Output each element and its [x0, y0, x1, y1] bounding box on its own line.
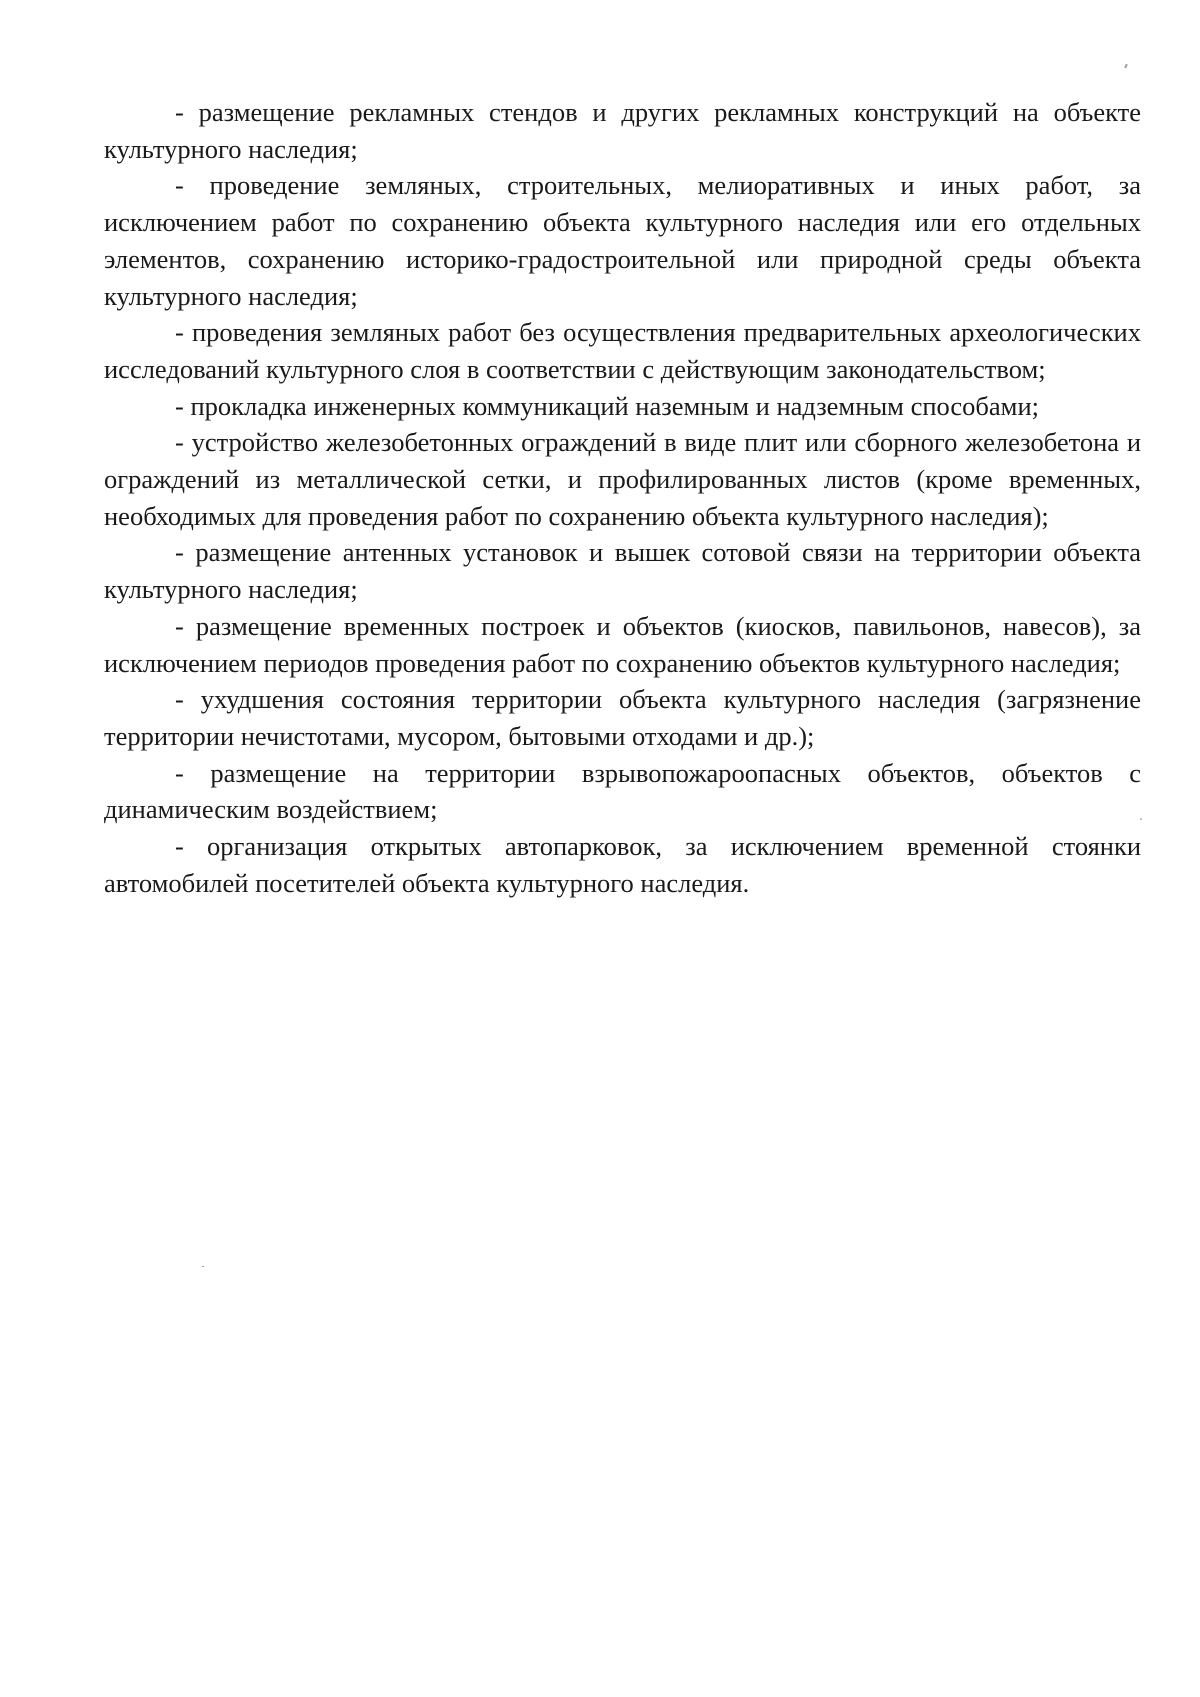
paragraph-concrete-fences: - устройство железобетонных ограждений в виде плит или сборного железобетона и ограждений из металлической сетки, и профилированных листов (кроме временных, необходимых для проведения работ по сохранению объекта культурного наследия); — [104, 427, 1141, 531]
paragraph-advertising-stands: - размещение рекламных стендов и других рекламных конструкций на объекте культурного наследия; — [104, 97, 1141, 164]
paragraph-earthworks-archaeology: - проведения земляных работ без осуществления предварительных археологических исследований культурного слоя в соответствии с действующим законодательством; — [104, 317, 1141, 384]
paragraph-earthworks-construction: - проведение земляных, строительных, мелиоративных и иных работ, за исключением работ по сохранению объекта культурного наследия или его отдельных элементов, сохранению историко-градостроительной или природной среды объекта культурного наследия; — [104, 170, 1141, 311]
paragraph-antenna-towers: - размещение антенных установок и вышек сотовой связи на территории объекта культурного наследия; — [104, 537, 1141, 605]
scan-speck — [1124, 64, 1128, 68]
paragraph-explosive-objects: - размещение на территории взрывопожароопасных объектов, объектов с динамическим воздействием; — [104, 757, 1141, 825]
document-body — [104, 94, 1141, 901]
paragraph-territory-deterioration: - ухудшения состояния территории объекта культурного наследия (загрязнение территории нечистотами, мусором, бытовыми отходами и др.); — [104, 684, 1141, 751]
paragraph-engineering-communications: - прокладка инженерных коммуникаций наземным и надземным способами; — [175, 390, 1039, 421]
paragraph-open-parking: - организация открытых автопарковок, за исключением временной стоянки автомобилей посетителей объекта культурного наследия. — [104, 831, 1141, 898]
scan-speck — [1140, 818, 1142, 820]
paragraph-temporary-structures: - размещение временных построек и объектов (киосков, павильонов, навесов), за исключением периодов проведения работ по сохранению объектов культурного наследия; — [104, 610, 1141, 678]
scan-speck — [202, 1266, 204, 1267]
